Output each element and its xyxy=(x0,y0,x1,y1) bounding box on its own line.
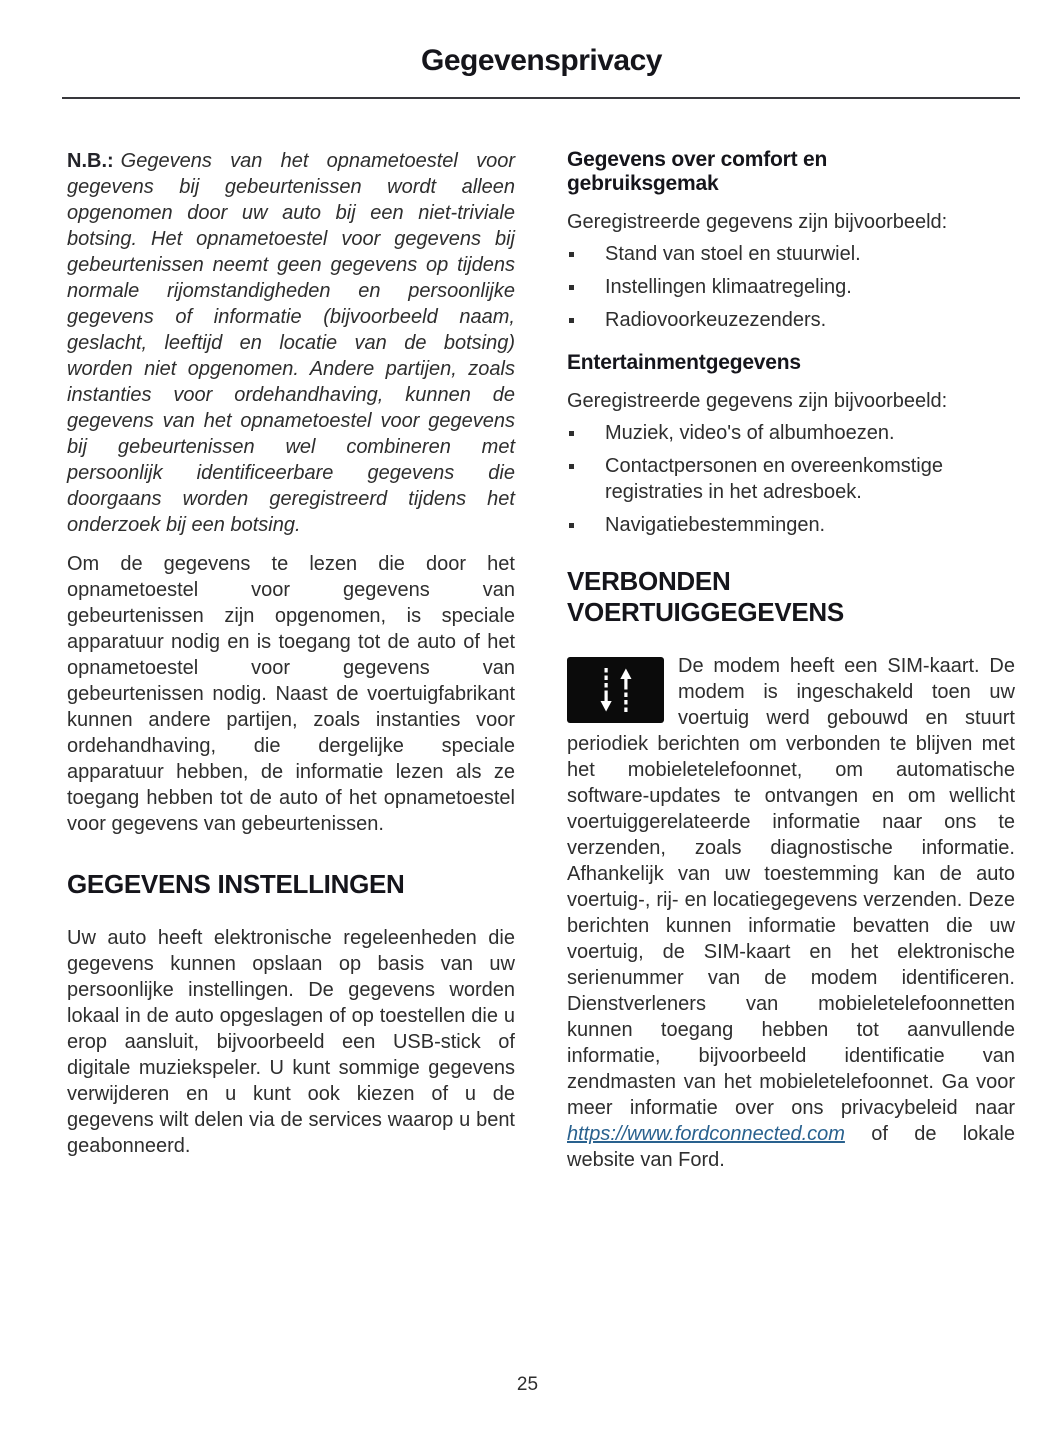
paragraph-gegevens-instellingen: Uw auto heeft elektronische regeleenheden die gegevens kunnen opslaan op basis van uw persoonlijke instellingen. De gegevens worden lokaal in de auto opgeslagen of op toestellen die u erop aansluit, bijvoorbeeld een USB-stick of digitale muziekspeler. U kunt sommige gegevens verwijderen en u kunt ook kiezen of u de gegevens wilt delen via de services waarop u bent geabonneerd. xyxy=(67,927,515,1157)
note-label: N.B.: xyxy=(67,150,114,172)
list-item xyxy=(567,453,1015,505)
bullet-icon xyxy=(567,274,605,300)
sub-heading-entertainment: Entertainmentgegevens xyxy=(567,351,801,374)
entertainment-intro: Geregistreerde gegevens zijn bijvoorbeeld: xyxy=(567,390,948,412)
list-item-text: Stand van stoel en stuurwiel. xyxy=(605,243,861,265)
list-item-text: Radiovoorkeuzezenders. xyxy=(605,309,827,331)
note-text: Gegevens van het opnametoestel voor gegevens bij gebeurtenissen wordt alleen opgenomen door uw auto bij een niet-triviale botsing. Het opnametoestel voor gegevens bij gebeurtenissen neemt geen gegevens op tijdens normale rijomstandigheden en persoonlijke gegevens of informatie (bijvoorbeeld naam, geslacht, leeftijd en locatie van de botsing) worden niet opgenomen. Andere partijen, zoals instanties voor ordehandhaving, kunnen de gegevens van het opnametoestel voor gegevens bij gebeurtenissen wel combineren met persoonlijk identificeerbare gegevens die doorgaans worden geregistreerd tijdens het onderzoek bij een botsing. xyxy=(67,150,515,536)
list-item-text: Muziek, video's of albumhoezen. xyxy=(605,422,895,444)
page-title: Gegevensprivacy xyxy=(421,44,662,77)
section-heading-gegevens-instellingen: GEGEVENS INSTELLINGEN xyxy=(67,869,405,899)
bullet-icon xyxy=(567,241,605,267)
comfort-list xyxy=(567,241,1015,333)
left-column xyxy=(67,148,515,1186)
title-divider xyxy=(62,97,1020,99)
bullet-icon xyxy=(567,307,605,333)
note-paragraph xyxy=(67,148,515,538)
comfort-intro: Geregistreerde gegevens zijn bijvoorbeeld: xyxy=(567,211,948,233)
list-item-text: Instellingen klimaatregeling. xyxy=(605,276,852,298)
connected-vehicle-text-after-link: of de lokale website van Ford. xyxy=(567,1123,1015,1171)
right-column xyxy=(567,148,1015,1186)
bullet-icon xyxy=(567,453,605,505)
content-columns xyxy=(67,148,1016,1186)
list-item xyxy=(567,307,1015,333)
paragraph-edr-access: Om de gegevens te lezen die door het opnametoestel voor gegevens van gebeurtenissen zijn opgenomen, is speciale apparatuur nodig en is toegang tot de auto of het opnametoestel voor gegevens van gebeurtenissen nodig. Naast de voertuigfabrikant kunnen andere partijen, zoals instanties voor ordehandhaving, die dergelijke speciale apparatuur hebben, de informatie lezen als ze toegang hebben tot de auto of het opnametoestel voor gegevens van gebeurtenissen. xyxy=(67,553,515,835)
list-item xyxy=(567,241,1015,267)
bullet-icon xyxy=(567,512,605,538)
connected-vehicle-text-before-link: De modem heeft een SIM-kaart. De modem is ingeschakeld toen uw voertuig werd gebouwd en stuurt periodiek berichten om verbonden te blijven met het mobieletelefoonnet, om automatische software-updates te ontvangen en om wellicht voertuiggerelateerde informatie naar ons te verzenden, zoals diagnostische informatie. Afhankelijk van uw toestemming kan de auto voertuig-, rij- en locatiegegevens verzenden. Deze berichten kunnen informatie bevatten die uw voertuig, de SIM-kaart en het elektronische serienummer van de modem identificeren. Dienstverleners van mobieletelefoonnetten kunnen toegang hebben tot aanvullende informatie, bijvoorbeeld identificatie van zendmasten van het mobieletelefoonnet. Ga voor meer informatie over ons privacybeleid naar xyxy=(567,655,1015,1119)
bullet-icon xyxy=(567,420,605,446)
list-item xyxy=(567,420,1015,446)
paragraph-connected-vehicle-data xyxy=(567,653,1015,1173)
list-item-text: Navigatiebestemmingen. xyxy=(605,514,826,536)
section-heading-verbonden-voertuiggegevens: VERBONDEN VOERTUIGGEGEVENS xyxy=(567,566,844,627)
up-down-data-transfer-icon xyxy=(567,657,664,723)
list-item-text: Contactpersonen en overeenkomstige registraties in het adresboek. xyxy=(605,455,943,503)
page-number: 25 xyxy=(516,1374,539,1395)
fordconnected-link[interactable]: https://www.fordconnected.com xyxy=(567,1123,845,1145)
sub-heading-comfort: Gegevens over comfort en gebruiksgemak xyxy=(567,148,828,195)
list-item xyxy=(567,512,1015,538)
list-item xyxy=(567,274,1015,300)
entertainment-list xyxy=(567,420,1015,538)
